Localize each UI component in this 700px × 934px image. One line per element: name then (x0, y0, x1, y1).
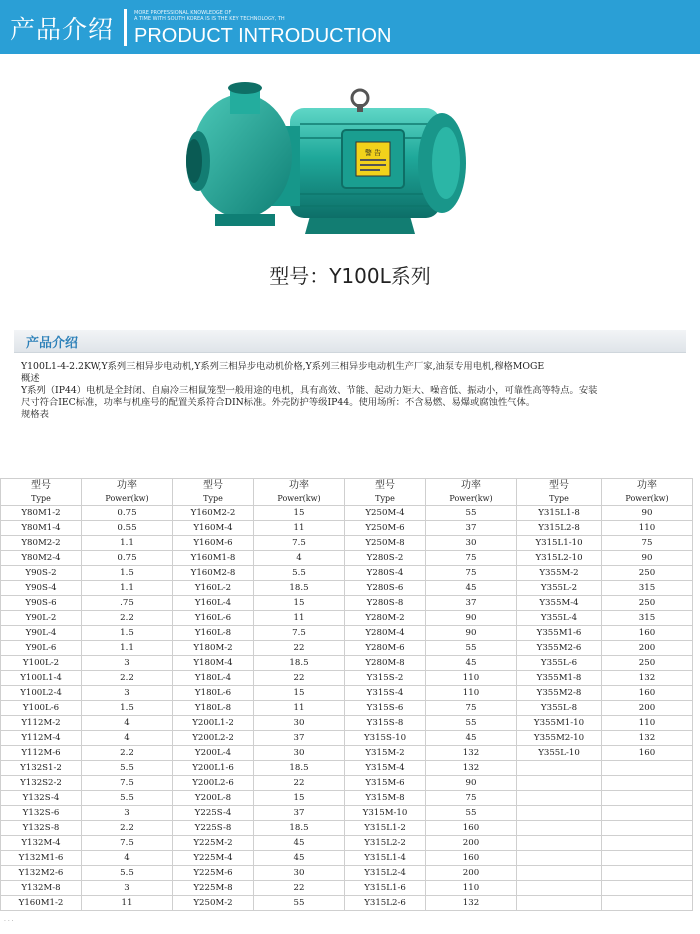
cell-power: 75 (426, 566, 517, 581)
table-row (1, 566, 693, 581)
product-description (21, 361, 685, 421)
cell-power: 160 (426, 851, 517, 866)
cell-type: Y100L-2 (1, 656, 82, 671)
table-row (1, 551, 693, 566)
table-row (1, 671, 693, 686)
table-row (1, 641, 693, 656)
cell-power: 5.5 (82, 866, 173, 881)
cell-type: Y80M2-2 (1, 536, 82, 551)
cell-power: 55 (426, 506, 517, 521)
cell-type: Y112M-6 (1, 746, 82, 761)
cell-type: Y132S-4 (1, 791, 82, 806)
cell-type: Y90S-4 (1, 581, 82, 596)
cell-type: Y132S2-2 (1, 776, 82, 791)
cell-type: Y315L2-4 (345, 866, 426, 881)
cell-type: Y160L-8 (173, 626, 254, 641)
table-row (1, 881, 693, 896)
cell-power: 110 (426, 671, 517, 686)
cell-type: Y100L2-4 (1, 686, 82, 701)
cell-type: Y355L-4 (517, 611, 602, 626)
cell-power (602, 806, 693, 821)
cell-type (517, 776, 602, 791)
cell-type: Y132S-6 (1, 806, 82, 821)
table-row (1, 626, 693, 641)
cell-power: 132 (602, 731, 693, 746)
column-header-type-en: Type (173, 492, 254, 506)
cell-power: 3 (82, 656, 173, 671)
cell-power: 7.5 (82, 776, 173, 791)
cell-type: Y160M-4 (173, 521, 254, 536)
cell-power: 90 (602, 551, 693, 566)
cell-type: Y280S-6 (345, 581, 426, 596)
spec-table-header-cn (1, 479, 693, 493)
cell-power: 132 (426, 746, 517, 761)
cell-type: Y200L1-6 (173, 761, 254, 776)
cell-power: 110 (426, 686, 517, 701)
cell-type: Y315M-8 (345, 791, 426, 806)
cell-power (602, 866, 693, 881)
cell-type: Y315L1-10 (517, 536, 602, 551)
cell-type: Y112M-2 (1, 716, 82, 731)
column-header-power-en: Power(kw) (426, 492, 517, 506)
cell-type: Y250M-2 (173, 896, 254, 911)
motor-base-shape (305, 216, 415, 234)
cell-power: 4 (82, 731, 173, 746)
column-header-power-cn: 功率 (602, 479, 693, 493)
cell-power: 45 (254, 851, 345, 866)
cell-power: 0.75 (82, 506, 173, 521)
cell-power: 45 (426, 656, 517, 671)
cell-power: 90 (426, 611, 517, 626)
cell-power: 75 (426, 701, 517, 716)
table-row (1, 521, 693, 536)
cell-type: Y315L1-2 (345, 821, 426, 836)
table-row (1, 821, 693, 836)
table-row (1, 776, 693, 791)
cell-power: 15 (254, 686, 345, 701)
cell-type (517, 881, 602, 896)
cell-power (602, 881, 693, 896)
column-header-type-en: Type (345, 492, 426, 506)
cell-power: 1.5 (82, 626, 173, 641)
cell-power: 11 (82, 896, 173, 911)
cell-power (602, 896, 693, 911)
cell-power: 132 (426, 896, 517, 911)
cell-power: 11 (254, 521, 345, 536)
cell-power: 7.5 (82, 836, 173, 851)
cell-type: Y100L1-4 (1, 671, 82, 686)
column-header-type-en: Type (517, 492, 602, 506)
cell-power: 110 (426, 881, 517, 896)
cell-type: Y315L2-2 (345, 836, 426, 851)
cell-type: Y355M2-8 (517, 686, 602, 701)
cell-power: 250 (602, 566, 693, 581)
description-line: Y系列（IP44）电机是全封闭、自扇冷三相鼠笼型一般用途的电机，具有高效、节能、起动力矩大、噪音低、振动小，可靠性高等特点。安装 (21, 385, 598, 396)
cell-power: 0.55 (82, 521, 173, 536)
cell-power: 18.5 (254, 581, 345, 596)
cell-type: Y355L-6 (517, 656, 602, 671)
cell-type (517, 836, 602, 851)
cell-power: 75 (426, 551, 517, 566)
table-row (1, 761, 693, 776)
cell-type: Y160M1-8 (173, 551, 254, 566)
cell-power: 30 (254, 716, 345, 731)
cell-type: Y355M1-6 (517, 626, 602, 641)
cell-power: 160 (602, 626, 693, 641)
cell-type: Y100L-6 (1, 701, 82, 716)
cell-power: 4 (82, 851, 173, 866)
cell-power: 4 (254, 551, 345, 566)
cell-power: 15 (254, 506, 345, 521)
cell-power: 30 (254, 866, 345, 881)
table-row (1, 851, 693, 866)
cell-power: 132 (602, 671, 693, 686)
cell-type: Y250M-8 (345, 536, 426, 551)
description-line: 规格表 (21, 409, 49, 420)
column-header-power-en: Power(kw) (254, 492, 345, 506)
cell-type: Y315M-10 (345, 806, 426, 821)
product-image (170, 76, 480, 251)
cell-type: Y315M-6 (345, 776, 426, 791)
table-row (1, 866, 693, 881)
cell-type: Y132M2-6 (1, 866, 82, 881)
cell-power: 45 (426, 581, 517, 596)
cell-power: 37 (254, 806, 345, 821)
cell-type: Y280M-6 (345, 641, 426, 656)
cell-power: 3 (82, 881, 173, 896)
cell-power: 37 (426, 521, 517, 536)
cell-power: 90 (426, 626, 517, 641)
cell-power: 55 (426, 716, 517, 731)
cell-type: Y225M-8 (173, 881, 254, 896)
cell-type: Y355M1-8 (517, 671, 602, 686)
header-tagline-line2: A TIME WITH SOUTH KOREA IS IS THE KEY TECHNOLOGY, TH (134, 16, 285, 22)
cell-power (602, 776, 693, 791)
cell-type: Y355L-2 (517, 581, 602, 596)
cell-type: Y280M-2 (345, 611, 426, 626)
cell-power: 5.5 (82, 791, 173, 806)
cell-type: Y355L-10 (517, 746, 602, 761)
column-header-type-cn: 型号 (173, 479, 254, 493)
cell-type: Y280M-8 (345, 656, 426, 671)
cell-type: Y90S-6 (1, 596, 82, 611)
cell-power: 315 (602, 611, 693, 626)
cell-type: Y355M-2 (517, 566, 602, 581)
cell-power: 0.75 (82, 551, 173, 566)
column-header-power-cn: 功率 (426, 479, 517, 493)
cell-power: 90 (602, 506, 693, 521)
cell-type: Y315L2-10 (517, 551, 602, 566)
cell-type: Y180L-8 (173, 701, 254, 716)
cell-type: Y160L-2 (173, 581, 254, 596)
table-row (1, 791, 693, 806)
header-tagline (134, 10, 285, 22)
cell-power: 11 (254, 611, 345, 626)
cell-power: 110 (602, 521, 693, 536)
cell-power: 22 (254, 881, 345, 896)
cell-power: 160 (602, 746, 693, 761)
table-row (1, 716, 693, 731)
cell-type: Y90S-2 (1, 566, 82, 581)
warning-label-text: 警 告 (364, 149, 382, 157)
cell-type: Y160M2-8 (173, 566, 254, 581)
cell-power: 90 (426, 776, 517, 791)
cell-type: Y90L-6 (1, 641, 82, 656)
cell-type: Y225M-6 (173, 866, 254, 881)
cell-power: 200 (602, 641, 693, 656)
spec-table (0, 478, 693, 911)
column-header-power-en: Power(kw) (602, 492, 693, 506)
cell-type: Y160L-4 (173, 596, 254, 611)
cell-power: 1.1 (82, 641, 173, 656)
cell-power: 37 (426, 596, 517, 611)
cell-type: Y90L-2 (1, 611, 82, 626)
cell-power (602, 791, 693, 806)
cell-power: 160 (602, 686, 693, 701)
cell-power: 3 (82, 806, 173, 821)
cell-type: Y315L1-4 (345, 851, 426, 866)
column-header-power-cn: 功率 (82, 479, 173, 493)
spec-table-header-en (1, 492, 693, 506)
cell-type: Y225S-4 (173, 806, 254, 821)
cell-power: 1.1 (82, 536, 173, 551)
cell-type: Y132S1-2 (1, 761, 82, 776)
cell-power: 250 (602, 596, 693, 611)
cell-type: Y315S-2 (345, 671, 426, 686)
cell-power: 110 (602, 716, 693, 731)
cell-power: .75 (82, 596, 173, 611)
spec-table-body (1, 506, 693, 911)
description-line: Y100L1-4-2.2KW,Y系列三相异步电动机,Y系列三相异步电动机价格,Y系列三相异步电动机生产厂家,油泵专用电机,穆格MOGE (21, 361, 545, 372)
cell-power: 15 (254, 791, 345, 806)
cell-type (517, 806, 602, 821)
lifting-eye-icon (352, 90, 368, 106)
cell-power: 18.5 (254, 656, 345, 671)
cell-type (517, 851, 602, 866)
header-title-cn: 产品介绍 (10, 15, 115, 44)
cell-power (602, 851, 693, 866)
header-divider (124, 9, 127, 46)
cell-power: 18.5 (254, 821, 345, 836)
cell-type: Y80M2-4 (1, 551, 82, 566)
table-row (1, 506, 693, 521)
cell-type: Y200L-4 (173, 746, 254, 761)
cell-type: Y355M2-10 (517, 731, 602, 746)
cell-power: 1.5 (82, 701, 173, 716)
cell-type: Y180M-2 (173, 641, 254, 656)
table-row (1, 731, 693, 746)
column-header-type-cn: 型号 (345, 479, 426, 493)
table-row (1, 536, 693, 551)
table-row (1, 611, 693, 626)
column-header-type-cn: 型号 (517, 479, 602, 493)
cell-power: 22 (254, 641, 345, 656)
cell-type (517, 896, 602, 911)
section-title: 产品介绍 (26, 336, 79, 351)
cell-type: Y250M-4 (345, 506, 426, 521)
cell-power: 55 (426, 806, 517, 821)
cell-power: 75 (602, 536, 693, 551)
cell-power: 200 (426, 836, 517, 851)
cell-power: 160 (426, 821, 517, 836)
product-model-label: 型号：Y100L系列 (269, 264, 431, 288)
cell-power: 18.5 (254, 761, 345, 776)
cell-type: Y180M-4 (173, 656, 254, 671)
cell-type: Y355M-4 (517, 596, 602, 611)
header-banner (0, 0, 700, 54)
column-header-power-en: Power(kw) (82, 492, 173, 506)
cell-power: 30 (426, 536, 517, 551)
cell-type: Y315L2-6 (345, 896, 426, 911)
table-row (1, 701, 693, 716)
cell-type: Y225M-2 (173, 836, 254, 851)
cell-type: Y280S-8 (345, 596, 426, 611)
cell-type: Y315S-6 (345, 701, 426, 716)
cell-power: 45 (254, 836, 345, 851)
cell-power: 7.5 (254, 536, 345, 551)
table-row (1, 596, 693, 611)
cell-power: 2.2 (82, 611, 173, 626)
cell-power: 315 (602, 581, 693, 596)
cell-type: Y132M-8 (1, 881, 82, 896)
cell-type: Y280S-2 (345, 551, 426, 566)
cell-power: 200 (602, 701, 693, 716)
cell-type: Y112M-4 (1, 731, 82, 746)
cell-power (602, 836, 693, 851)
cell-type: Y132M-4 (1, 836, 82, 851)
cell-type: Y160M2-2 (173, 506, 254, 521)
cell-power: 1.1 (82, 581, 173, 596)
cell-power: 5.5 (82, 761, 173, 776)
cell-type: Y200L2-6 (173, 776, 254, 791)
cell-power: 2.2 (82, 746, 173, 761)
cell-type: Y355M1-10 (517, 716, 602, 731)
cell-power: 55 (426, 641, 517, 656)
cell-type (517, 866, 602, 881)
cell-type: Y80M1-4 (1, 521, 82, 536)
table-row (1, 656, 693, 671)
description-line: 尺寸符合IEC标准，功率与机座号的配置关系符合DIN标准。外壳防护等级IP44。使用场所：不含易燃、易爆或腐蚀性气体。 (21, 397, 536, 408)
cell-power: 2.2 (82, 671, 173, 686)
cell-type: Y315L1-8 (517, 506, 602, 521)
cell-type: Y315L2-8 (517, 521, 602, 536)
pump-motor-illustration (170, 76, 480, 251)
cell-type (517, 821, 602, 836)
cell-type (517, 761, 602, 776)
cell-type: Y315M-2 (345, 746, 426, 761)
section-header (14, 330, 686, 353)
cell-type: Y132M1-6 (1, 851, 82, 866)
cell-type: Y180L-4 (173, 671, 254, 686)
column-header-power-cn: 功率 (254, 479, 345, 493)
cell-type: Y180L-6 (173, 686, 254, 701)
cell-power: 37 (254, 731, 345, 746)
cell-type: Y315M-4 (345, 761, 426, 776)
cell-power: 22 (254, 671, 345, 686)
cell-power (602, 761, 693, 776)
cell-power (602, 821, 693, 836)
cell-power: 2.2 (82, 821, 173, 836)
cell-power: 55 (254, 896, 345, 911)
cell-power: 1.5 (82, 566, 173, 581)
cell-type: Y160M1-2 (1, 896, 82, 911)
cell-power: 22 (254, 776, 345, 791)
column-header-type-cn: 型号 (1, 479, 82, 493)
cell-type: Y132S-8 (1, 821, 82, 836)
table-row (1, 806, 693, 821)
column-header-type-en: Type (1, 492, 82, 506)
table-row (1, 581, 693, 596)
cell-type: Y80M1-2 (1, 506, 82, 521)
cell-power: 3 (82, 686, 173, 701)
table-row (1, 746, 693, 761)
cell-type: Y200L2-2 (173, 731, 254, 746)
cell-type: Y200L-8 (173, 791, 254, 806)
cell-power: 15 (254, 596, 345, 611)
cell-type: Y280S-4 (345, 566, 426, 581)
table-row (1, 686, 693, 701)
cell-power: 200 (426, 866, 517, 881)
cell-type: Y315S-10 (345, 731, 426, 746)
cell-power: 250 (602, 656, 693, 671)
description-line: 概述 (21, 373, 40, 384)
cell-type: Y160M-6 (173, 536, 254, 551)
cell-power: 7.5 (254, 626, 345, 641)
cell-type: Y315S-8 (345, 716, 426, 731)
cell-power: 75 (426, 791, 517, 806)
cell-type: Y225M-4 (173, 851, 254, 866)
cell-power: 132 (426, 761, 517, 776)
cell-type: Y225S-8 (173, 821, 254, 836)
cell-type: Y355M2-6 (517, 641, 602, 656)
footer-mark: · · · (4, 918, 14, 925)
table-row (1, 836, 693, 851)
header-title-en: PRODUCT INTRODUCTION (134, 25, 392, 47)
cell-type: Y160L-6 (173, 611, 254, 626)
cell-power: 30 (254, 746, 345, 761)
cell-type: Y200L1-2 (173, 716, 254, 731)
cell-power: 11 (254, 701, 345, 716)
cell-power: 45 (426, 731, 517, 746)
cell-type: Y315S-4 (345, 686, 426, 701)
cell-type (517, 791, 602, 806)
cell-type: Y280M-4 (345, 626, 426, 641)
cell-type: Y355L-8 (517, 701, 602, 716)
table-row (1, 896, 693, 911)
cell-power: 5.5 (254, 566, 345, 581)
cell-type: Y315L1-6 (345, 881, 426, 896)
header-tagline-line1: MORE PROFESSIONAL KNOWLEDGE OF (134, 10, 232, 16)
cell-power: 4 (82, 716, 173, 731)
cell-type: Y250M-6 (345, 521, 426, 536)
cell-type: Y90L-4 (1, 626, 82, 641)
